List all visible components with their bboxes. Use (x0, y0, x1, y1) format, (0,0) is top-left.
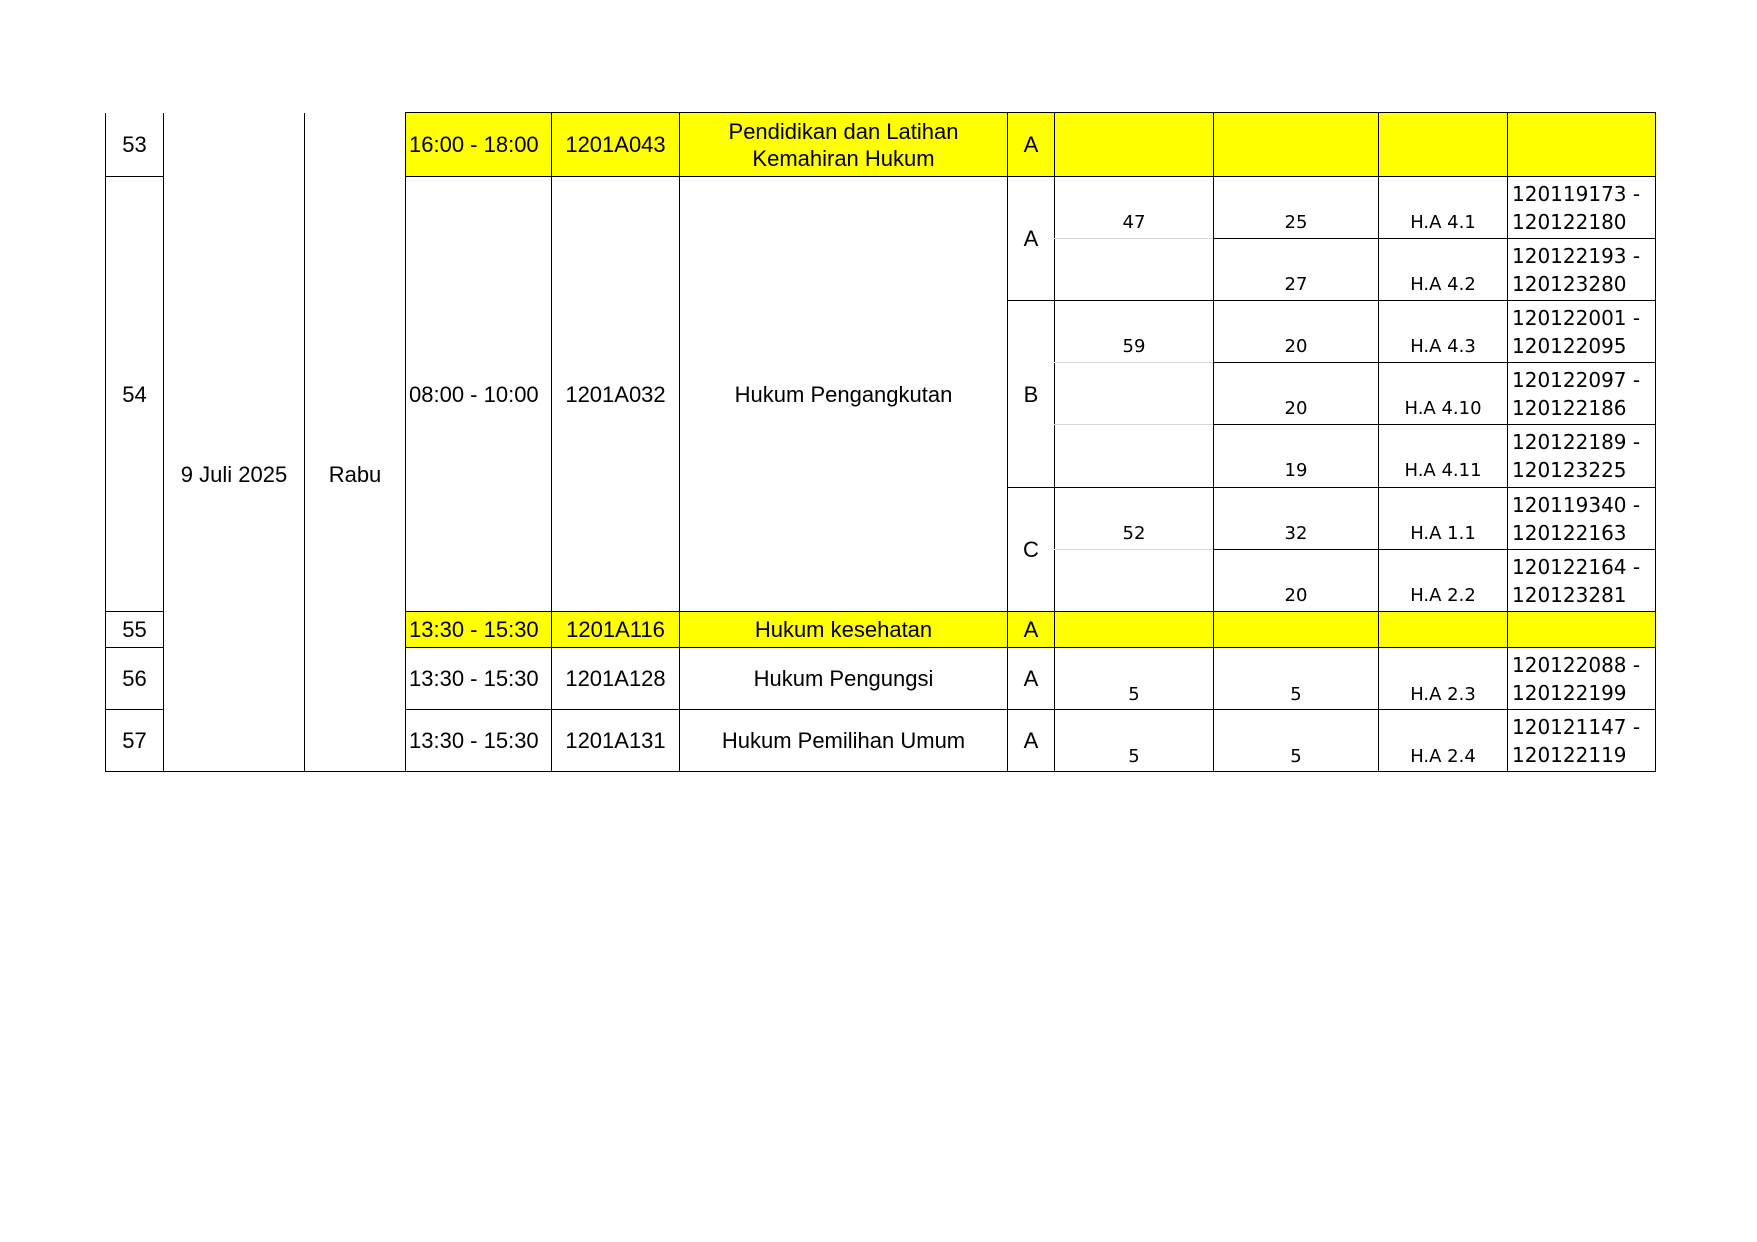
course-code: 1201A131 (565, 728, 666, 753)
nim-from: 120119173 - (1512, 181, 1641, 206)
course-name-line-1: Pendidikan dan Latihan (728, 118, 959, 144)
nim-to: 120122095 (1512, 333, 1627, 358)
room-count: 20 (1284, 398, 1308, 419)
room-name: H.A 4.11 (1404, 460, 1482, 481)
room-count: 19 (1284, 460, 1308, 481)
room-name: H.A 2.3 (1410, 684, 1476, 705)
nim-range (1508, 363, 1655, 424)
nim-from: 120121147 - (1512, 714, 1641, 739)
nim-range (1508, 488, 1655, 549)
nim-range (1508, 177, 1655, 238)
course-code: 1201A032 (565, 381, 666, 407)
room-name: H.A 1.1 (1410, 523, 1476, 544)
nim-to: 120122186 (1512, 395, 1627, 420)
course-name: Hukum Pemilihan Umum (721, 728, 966, 753)
nim-range (1508, 239, 1655, 300)
nim-to: 120122180 (1512, 209, 1627, 234)
nim-to: 120122163 (1512, 520, 1627, 545)
class-letter: A (1023, 226, 1039, 251)
nim-to: 120123280 (1512, 271, 1627, 296)
nim-range (1508, 550, 1655, 611)
exam-time: 13:30 - 15:30 (409, 728, 539, 753)
class-letter: B (1023, 381, 1039, 407)
nim-to: 120122199 (1512, 680, 1627, 705)
room-count: 20 (1284, 336, 1308, 357)
row-number: 56 (122, 666, 147, 691)
class-total: 59 (1122, 336, 1146, 357)
room-name: H.A 4.2 (1410, 274, 1476, 295)
row-number: 54 (122, 381, 147, 407)
exam-date: 9 Juli 2025 (180, 461, 288, 487)
nim-to: 120123225 (1512, 458, 1627, 482)
room-count: 5 (1290, 746, 1302, 767)
room-count: 20 (1284, 585, 1308, 606)
nim-range (1508, 425, 1655, 487)
exam-time: 08:00 - 10:00 (409, 381, 539, 407)
class-total: 5 (1128, 684, 1140, 705)
class-total: 52 (1122, 523, 1146, 544)
room-count: 5 (1290, 684, 1302, 705)
course-code: 1201A116 (566, 617, 665, 642)
nim-to: 120123281 (1512, 582, 1627, 607)
row-number: 53 (122, 132, 147, 157)
class-letter: C (1023, 537, 1039, 562)
class-total: 47 (1122, 212, 1146, 233)
nim-range (1508, 710, 1655, 771)
nim-from: 120122193 - (1512, 243, 1641, 268)
exam-time: 13:30 - 15:30 (409, 617, 539, 642)
class-letter: A (1023, 666, 1039, 691)
nim-range (1508, 648, 1655, 709)
class-letter: A (1023, 132, 1039, 157)
course-code: 1201A043 (565, 132, 666, 157)
course-name-line-2: Kemahiran Hukum (752, 145, 935, 171)
room-count: 32 (1284, 523, 1308, 544)
nim-from: 120122097 - (1512, 367, 1641, 392)
course-name: Hukum Pengungsi (753, 666, 934, 691)
exam-day: Rabu (328, 461, 382, 487)
nim-to: 120122119 (1512, 742, 1627, 767)
nim-from: 120122001 - (1512, 305, 1641, 330)
nim-range (1508, 301, 1655, 362)
nim-from: 120122164 - (1512, 554, 1641, 579)
row-number: 57 (122, 728, 147, 753)
class-letter: A (1023, 617, 1039, 642)
room-name: H.A 4.3 (1410, 336, 1476, 357)
room-name: H.A 2.2 (1410, 585, 1476, 606)
nim-from: 120122189 - (1512, 430, 1641, 454)
class-total: 5 (1128, 746, 1140, 767)
row-number: 55 (122, 617, 147, 642)
room-name: H.A 4.1 (1410, 212, 1476, 233)
exam-time: 16:00 - 18:00 (409, 132, 539, 157)
class-letter: A (1023, 728, 1039, 753)
course-code: 1201A128 (565, 666, 666, 691)
course-name: Hukum Pengangkutan (734, 381, 953, 407)
nim-from: 120122088 - (1512, 652, 1641, 677)
course-name: Hukum kesehatan (754, 617, 933, 642)
exam-time: 13:30 - 15:30 (409, 666, 539, 691)
room-count: 27 (1284, 274, 1308, 295)
course-name (680, 113, 1007, 176)
room-count: 25 (1284, 212, 1308, 233)
room-name: H.A 4.10 (1404, 398, 1482, 419)
nim-from: 120119340 - (1512, 492, 1641, 517)
room-name: H.A 2.4 (1410, 746, 1476, 767)
